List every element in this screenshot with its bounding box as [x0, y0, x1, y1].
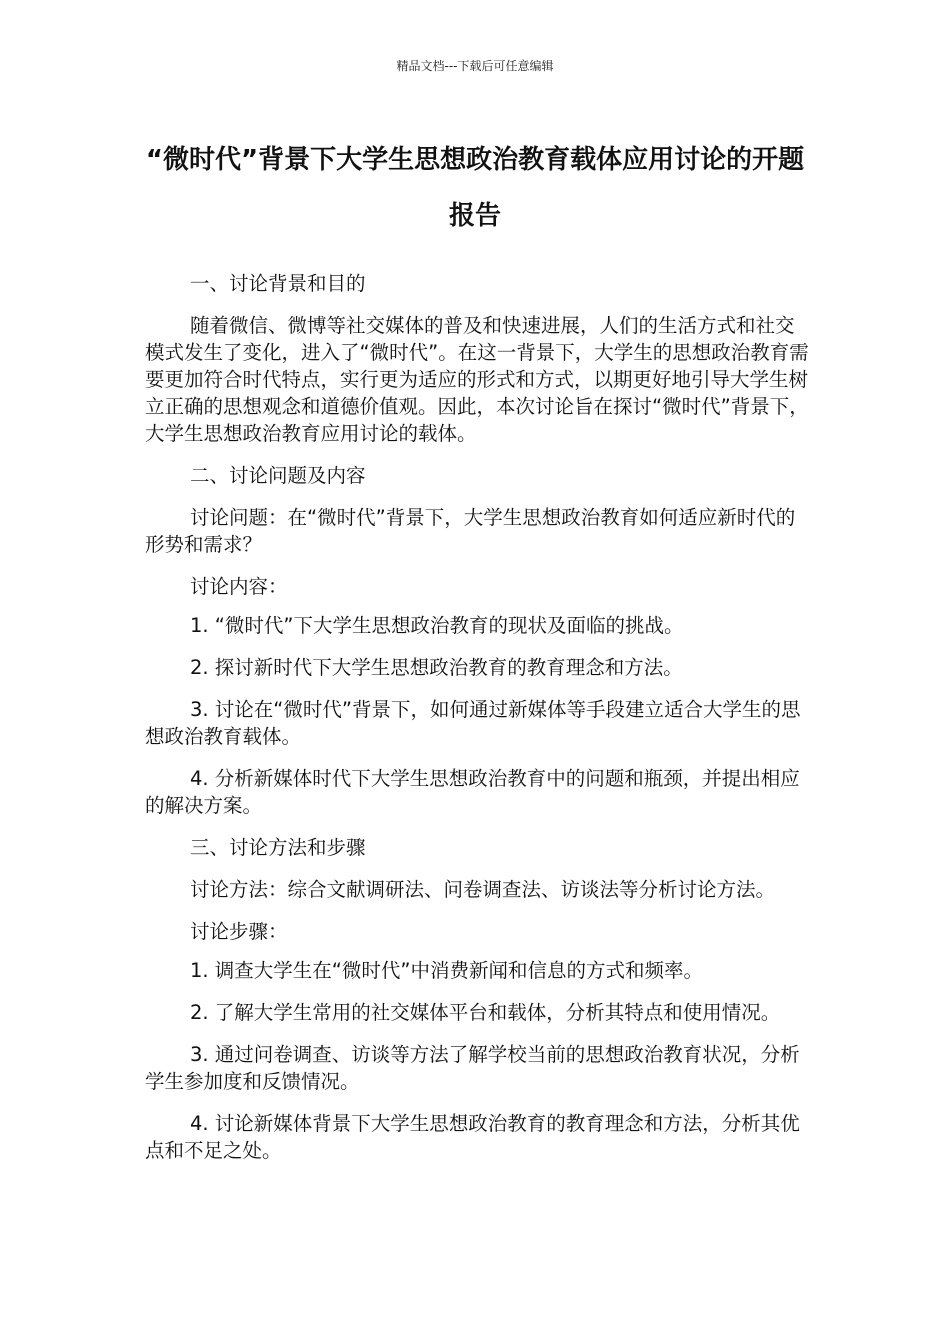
paragraph-steps-label: 讨论步骤：: [190, 920, 288, 943]
list-item-content-1: 1. “微时代”下大学生思想政治教育的现状及面临的挑战。: [190, 614, 684, 637]
paragraph-background: 随着微信、微博等社交媒体的普及和快速进展，人们的生活方式和社交模式发生了变化，进入了“微时代”。在这一背景下，大学生的思想政治教育需要更加符合时代特点，实行更为适应的形式和方式，以期更好地引导大学生树立正确的思想观念和道德价值观。因此，本次讨论旨在探讨“微时代”背景下，大学生思想政治教育应用讨论的载体。: [145, 314, 809, 445]
list-item-step-3: 3. 通过问卷调查、访谈等方法了解学校当前的思想政治教育状况，分析学生参加度和反馈情况。: [145, 1043, 800, 1093]
document-body: [145, 270, 810, 1179]
list-item-content-2: 2. 探讨新时代下大学生思想政治教育的教育理念和方法。: [190, 656, 683, 679]
list-item-content-4: 4. 分析新媒体时代下大学生思想政治教育中的问题和瓶颈，并提出相应的解决方案。: [145, 767, 800, 817]
list-item-step-2: 2. 了解大学生常用的社交媒体平台和载体，分析其特点和使用情况。: [190, 1001, 781, 1024]
paragraph-question: 讨论问题：在“微时代”背景下，大学生思想政治教育如何适应新时代的形势和需求？: [145, 506, 796, 556]
section-heading-questions: 二、讨论问题及内容: [190, 464, 366, 487]
paragraph-content-label: 讨论内容：: [190, 575, 288, 598]
document-title: “微时代”背景下大学生思想政治教育载体应用讨论的开题报告: [145, 145, 805, 231]
paragraph-methods: 讨论方法：综合文献调研法、问卷调查法、访谈法等分析讨论方法。: [190, 878, 776, 901]
section-heading-methods: 三、讨论方法和步骤: [190, 836, 366, 859]
list-item-step-1: 1. 调查大学生在“微时代”中消费新闻和信息的方式和频率。: [190, 959, 704, 982]
section-heading-background: 一、讨论背景和目的: [190, 272, 366, 295]
list-item-content-3: 3. 讨论在“微时代”背景下，如何通过新媒体等手段建立适合大学生的思想政治教育载体。: [145, 698, 801, 748]
list-item-step-4: 4. 讨论新媒体背景下大学生思想政治教育的教育理念和方法，分析其优点和不足之处。: [145, 1112, 800, 1162]
header-note: 精品文档---下载后可任意编辑: [396, 59, 554, 73]
